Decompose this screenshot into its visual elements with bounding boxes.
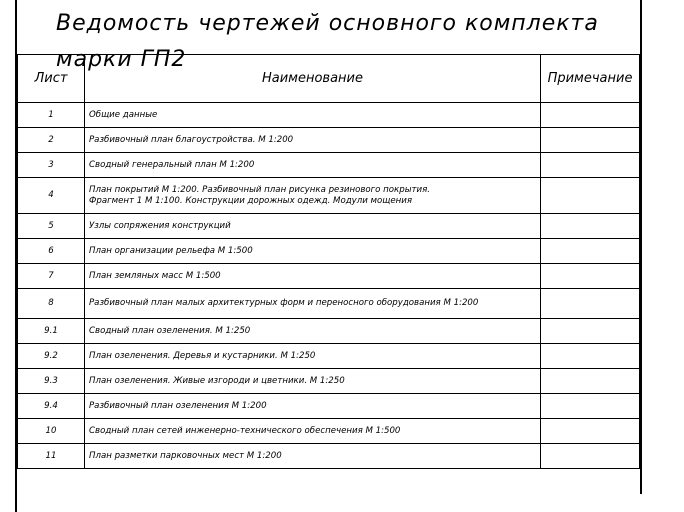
sheet-name-line: План земляных масс М 1:500 — [89, 270, 221, 281]
note-cell — [541, 153, 640, 178]
sheet-number-cell: 9.4 — [18, 394, 85, 419]
sheet-name-line: Сводный план озеленения. М 1:250 — [89, 325, 251, 336]
sheet-number-cell: 2 — [18, 128, 85, 153]
column-header-sheet: Лист — [18, 55, 85, 103]
drawings-register-table — [17, 54, 640, 469]
table-row — [18, 239, 640, 264]
sheet-number-cell: 6 — [18, 239, 85, 264]
note-cell — [541, 344, 640, 369]
table-row — [18, 319, 640, 344]
sheet-number-cell: 4 — [18, 178, 85, 214]
sheet-name-cell — [85, 394, 541, 419]
table-row — [18, 128, 640, 153]
note-cell — [541, 319, 640, 344]
note-cell — [541, 394, 640, 419]
sheet-name-cell — [85, 264, 541, 289]
note-cell — [541, 444, 640, 469]
note-cell — [541, 178, 640, 214]
sheet-name-line: План организации рельефа М 1:500 — [89, 245, 253, 256]
sheet-name-cell — [85, 214, 541, 239]
note-cell — [541, 128, 640, 153]
sheet-number-cell: 1 — [18, 103, 85, 128]
sheet-name-cell — [85, 239, 541, 264]
note-cell — [541, 239, 640, 264]
sheet-name-line: Сводный генеральный план М 1:200 — [89, 159, 255, 170]
sheet-name-cell — [85, 419, 541, 444]
table-row — [18, 369, 640, 394]
table-row — [18, 419, 640, 444]
sheet-name-cell — [85, 319, 541, 344]
note-cell — [541, 289, 640, 319]
sheet-name-line: Разбивочный план озеленения М 1:200 — [89, 400, 267, 411]
column-header-name: Наименование — [85, 55, 541, 103]
note-cell — [541, 369, 640, 394]
sheet-number-cell: 8 — [18, 289, 85, 319]
sheet-number-cell: 7 — [18, 264, 85, 289]
note-cell — [541, 214, 640, 239]
sheet-name-line: Разбивочный план малых архитектурных форм и переносного оборудования М 1:200 — [89, 298, 479, 308]
sheet-name-cell — [85, 128, 541, 153]
note-cell — [541, 264, 640, 289]
sheet-name-cell — [85, 178, 541, 214]
sheet-number-cell: 9.2 — [18, 344, 85, 369]
document-title: Ведомость чертежей основного комплекта марки ГП2 — [56, 11, 599, 72]
sheet-name-cell — [85, 103, 541, 128]
table-body — [18, 103, 640, 469]
sheet-name-line: План озеленения. Деревья и кустарники. М 1:250 — [89, 350, 316, 361]
table-row — [18, 153, 640, 178]
sheet-number-cell: 9.1 — [18, 319, 85, 344]
column-header-note: Примечание — [541, 55, 640, 103]
table-row — [18, 214, 640, 239]
table-row — [18, 444, 640, 469]
table-row — [18, 264, 640, 289]
sheet-name-line: Фрагмент 1 М 1:100. Конструкции дорожных одежд. Модули мощения — [89, 195, 413, 206]
table-row — [18, 394, 640, 419]
table-row — [18, 289, 640, 319]
frame-right-border — [640, 0, 642, 494]
sheet-name-line: Узлы сопряжения конструкций — [89, 220, 231, 231]
sheet-name-cell — [85, 369, 541, 394]
sheet-number-cell: 3 — [18, 153, 85, 178]
sheet-name-line: Общие данные — [89, 109, 158, 120]
sheet-number-cell: 10 — [18, 419, 85, 444]
table-row — [18, 103, 640, 128]
sheet-name-line: Разбивочный план благоустройства. М 1:200 — [89, 134, 294, 145]
table-row — [18, 178, 640, 214]
sheet-number-cell: 9.3 — [18, 369, 85, 394]
sheet-name-cell — [85, 444, 541, 469]
table-header-row — [18, 55, 640, 103]
sheet-name-cell — [85, 289, 541, 319]
sheet-number-cell: 11 — [18, 444, 85, 469]
table-row — [18, 344, 640, 369]
sheet-name-line: План покрытий М 1:200. Разбивочный план рисунка резинового покрытия. — [89, 184, 430, 195]
note-cell — [541, 419, 640, 444]
sheet-name-line: План озеленения. Живые изгороди и цветники. М 1:250 — [89, 375, 345, 386]
sheet-number-cell: 5 — [18, 214, 85, 239]
sheet-name-line: Сводный план сетей инженерно-технического обеспечения М 1:500 — [89, 425, 401, 436]
sheet-name-cell — [85, 153, 541, 178]
sheet-name-cell — [85, 344, 541, 369]
note-cell — [541, 103, 640, 128]
sheet-name-line: План разметки парковочных мест М 1:200 — [89, 450, 282, 461]
